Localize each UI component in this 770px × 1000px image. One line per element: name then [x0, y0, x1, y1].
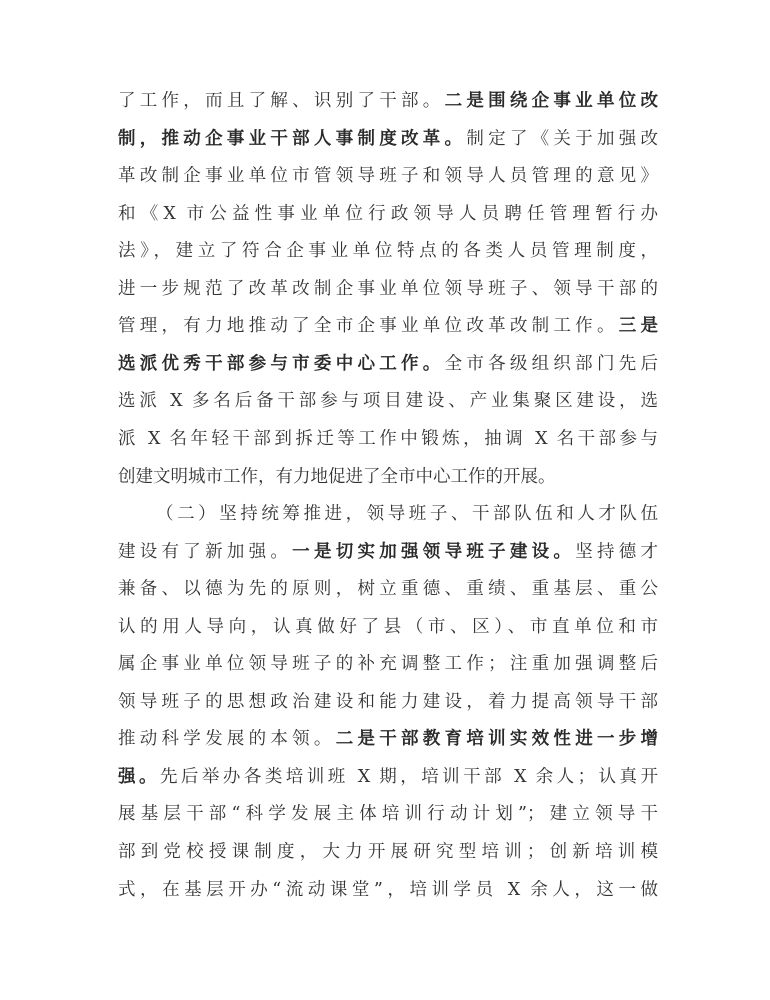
text-line — [118, 270, 658, 308]
text-line — [118, 608, 658, 646]
bold-text-segment: 二是围绕企事业单位改 — [444, 91, 658, 111]
text-line — [118, 382, 658, 420]
text-line — [118, 795, 658, 833]
text-line — [118, 420, 658, 458]
text-segment: 创建文明城市工作，有力地促进了全市中心工作的开展。 — [118, 466, 556, 487]
text-line — [118, 458, 658, 496]
text-line — [118, 307, 658, 345]
bold-text-segment: 一是切实加强领导班子建设。 — [292, 541, 576, 562]
text-segment: 式，在基层开办“流动课堂”，培训学员 X 余人，这一做 — [118, 879, 658, 900]
text-line — [118, 720, 658, 758]
text-segment: 坚持德才 — [575, 541, 658, 562]
text-segment: 建设有了新加强。 — [118, 541, 293, 562]
bold-text-segment: 选派优秀干部参与市委中心工作。 — [118, 353, 445, 374]
text-segment: 革改制企事业单位市管领导班子和领导人员管理的意见》 — [118, 166, 658, 187]
text-line — [156, 495, 658, 533]
text-line — [118, 645, 658, 683]
text-segment: 领导班子的思想政治建设和能力建设，着力提高领导干部 — [118, 691, 658, 712]
text-segment: 全市各级组织部门先后 — [444, 353, 658, 374]
text-segment: 法》，建立了符合企事业单位特点的各类人员管理制度， — [118, 241, 658, 262]
text-segment: 选派 X 多名后备干部参与项目建设、产业集聚区建设，选 — [118, 391, 658, 412]
text-segment: 和《X 市公益性事业单位行政领导人员聘任管理暂行办 — [118, 203, 658, 224]
text-line — [118, 345, 658, 383]
text-segment: 认的用人导向，认真做好了县（市、区）、市直单位和市 — [118, 616, 658, 637]
text-line — [118, 120, 658, 158]
text-segment: 部到党校授课制度，大力开展研究型培训；创新培训模 — [118, 842, 658, 862]
text-line — [118, 871, 658, 909]
text-line — [118, 157, 658, 195]
text-line — [118, 195, 658, 233]
text-line — [118, 533, 658, 571]
text-line — [118, 758, 658, 796]
text-segment: 管理，有力地推动了全市企事业单位改革改制工作。 — [118, 316, 619, 337]
text-segment: 制定了《关于加强改 — [466, 128, 658, 149]
text-line — [118, 82, 658, 120]
bold-text-segment: 二是干部教育培训实效性进一步增 — [335, 729, 658, 750]
text-segment: 兼备、以德为先的原则，树立重德、重绩、重基层、重公 — [118, 579, 658, 600]
text-segment: 派 X 名年轻干部到拆迁等工作中锻炼，抽调 X 名干部参与 — [118, 428, 658, 449]
bold-text-segment: 三是 — [618, 316, 658, 337]
text-segment: 先后举办各类培训班 X 期，培训干部 X 余人；认真开 — [159, 766, 658, 787]
text-segment: 了工作，而且了解、识别了干部。 — [118, 91, 445, 111]
text-segment: （二）坚持统筹推进，领导班子、干部队伍和人才队伍 — [156, 504, 658, 525]
text-segment: 推动科学发展的本领。 — [118, 729, 336, 750]
text-line — [118, 683, 658, 721]
bold-text-segment: 强。 — [118, 766, 160, 787]
text-segment: 展基层干部“科学发展主体培训行动计划”；建立领导干 — [118, 804, 658, 825]
text-line — [118, 570, 658, 608]
bold-text-segment: 制，推动企事业干部人事制度改革。 — [118, 128, 467, 149]
text-line — [118, 232, 658, 270]
text-segment: 属企事业单位领导班子的补充调整工作；注重加强调整后 — [118, 654, 658, 675]
text-line — [118, 833, 658, 871]
text-segment: 进一步规范了改革改制企事业单位领导班子、领导干部的 — [118, 278, 658, 299]
